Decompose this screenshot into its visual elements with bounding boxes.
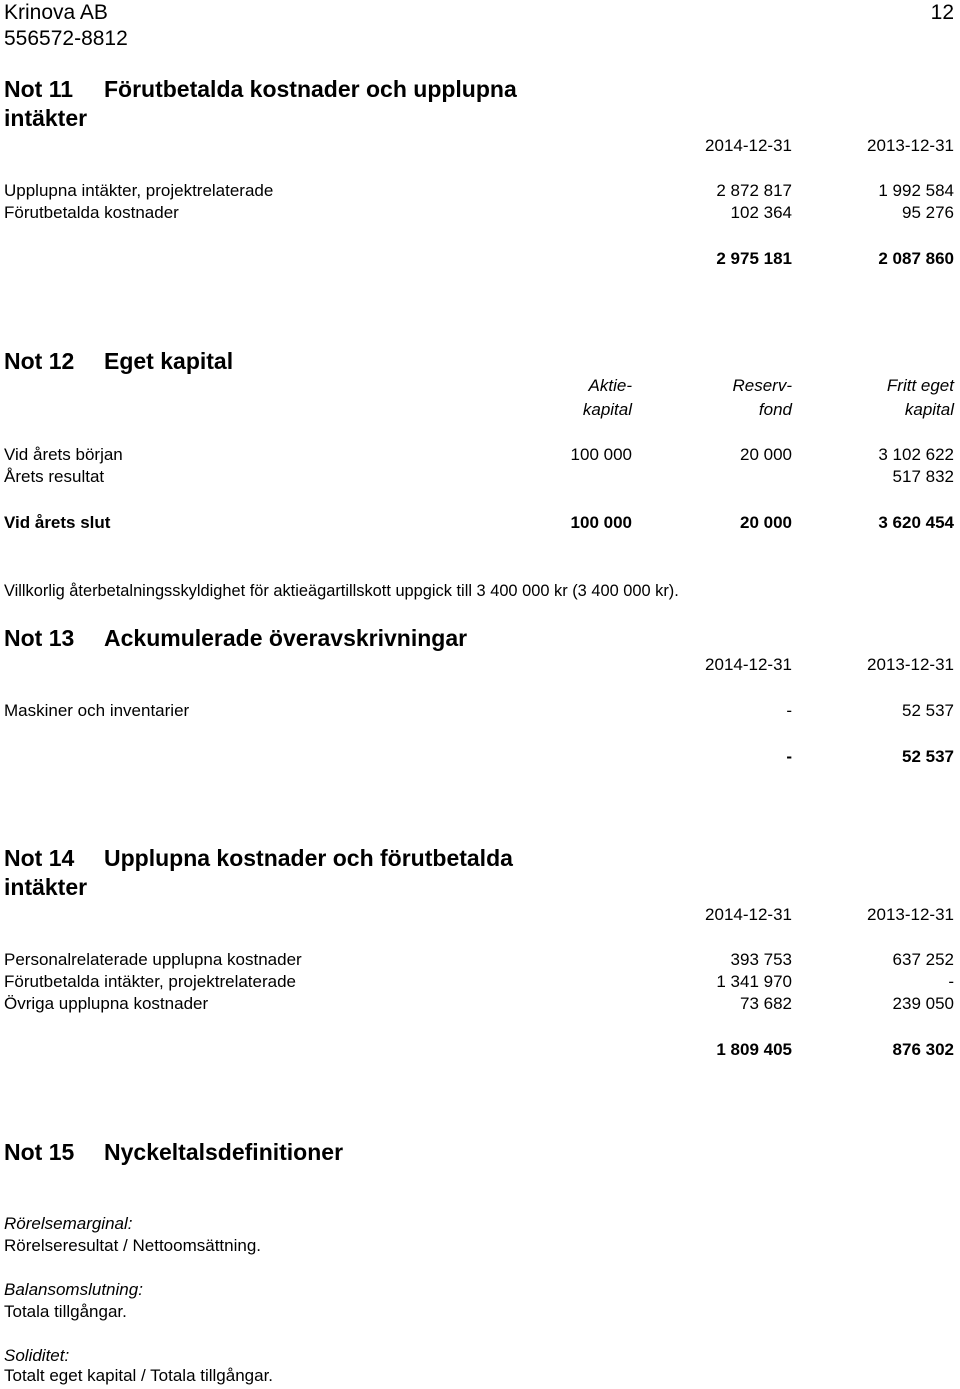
row-value-reservfond: 20 000	[740, 445, 792, 464]
col-header-fritt-eget-kapital-cont: kapital	[904, 400, 954, 419]
row-value-2013: 239 050	[892, 994, 954, 1013]
row-value-2014: 102 364	[730, 203, 792, 222]
col-header-fritt-eget-kapital: Fritt eget	[886, 376, 954, 395]
row-label: Personalrelaterade upplupna kostnader	[4, 950, 302, 969]
total-value-2014: -	[786, 747, 792, 766]
total-value-aktiekapital: 100 000	[570, 513, 632, 532]
row-label: Maskiner och inventarier	[4, 701, 190, 720]
company-name: Krinova AB	[4, 1, 108, 24]
note-title: Eget kapital	[104, 348, 234, 374]
col-header-2014: 2014-12-31	[705, 905, 792, 924]
row-value-2014: 393 753	[730, 950, 792, 969]
definition-text: Totalt eget kapital / Totala tillgångar.	[4, 1366, 274, 1385]
note-title: Nyckeltalsdefinitioner	[104, 1139, 344, 1165]
row-value-2013: 95 276	[902, 203, 954, 222]
row-value-fritt: 517 832	[892, 467, 954, 486]
row-label: Årets resultat	[4, 467, 105, 486]
total-label: Vid årets slut	[4, 513, 111, 532]
row-value-2014: 1 341 970	[716, 972, 792, 991]
definition-term: Balansomslutning:	[4, 1280, 143, 1299]
col-header-2014: 2014-12-31	[705, 136, 792, 155]
footnote: Villkorlig återbetalningsskyldighet för aktieägartillskott uppgick till 3 400 000 kr (3 400 000 kr).	[4, 582, 679, 600]
definition-term: Rörelsemarginal:	[4, 1214, 133, 1233]
total-value-2013: 52 537	[902, 747, 954, 766]
col-header-aktiekapital-cont: kapital	[582, 400, 632, 419]
org-number: 556572-8812	[4, 27, 128, 50]
definition-term: Soliditet:	[4, 1346, 70, 1365]
col-header-2013: 2013-12-31	[867, 136, 954, 155]
total-value-fritt: 3 620 454	[878, 513, 954, 532]
definition-text: Totala tillgångar.	[4, 1302, 127, 1321]
col-header-reservfond: Reserv-	[732, 376, 792, 395]
row-label: Förutbetalda intäkter, projektrelaterade	[4, 972, 297, 991]
row-value-fritt: 3 102 622	[878, 445, 954, 464]
total-value-2013: 2 087 860	[878, 249, 954, 268]
row-label: Övriga upplupna kostnader	[4, 994, 209, 1013]
row-value-2013: 637 252	[892, 950, 954, 969]
note-number: Not 15	[4, 1139, 75, 1165]
row-value-2013: 1 992 584	[878, 181, 954, 200]
row-label: Förutbetalda kostnader	[4, 203, 179, 222]
total-value-reservfond: 20 000	[740, 513, 792, 532]
col-header-2013: 2013-12-31	[867, 655, 954, 674]
col-header-2013: 2013-12-31	[867, 905, 954, 924]
note-title-cont: intäkter	[4, 105, 88, 131]
note-title: Upplupna kostnader och förutbetalda	[104, 845, 513, 871]
note-title-cont: intäkter	[4, 874, 88, 900]
definition-text: Rörelseresultat / Nettoomsättning.	[4, 1236, 262, 1255]
total-value-2013: 876 302	[892, 1040, 954, 1059]
note-number: Not 14	[4, 845, 75, 871]
row-value-2014: 2 872 817	[716, 181, 792, 200]
col-header-2014: 2014-12-31	[705, 655, 792, 674]
col-header-aktiekapital: Aktie-	[588, 376, 632, 395]
note-title: Ackumulerade överavskrivningar	[104, 625, 468, 651]
row-label: Vid årets början	[4, 445, 123, 464]
row-value-2013: 52 537	[902, 701, 954, 720]
row-value-2014: -	[786, 701, 792, 720]
page-number: 12	[930, 1, 954, 24]
total-value-2014: 1 809 405	[716, 1040, 792, 1059]
note-number: Not 12	[4, 348, 75, 374]
row-label: Upplupna intäkter, projektrelaterade	[4, 181, 274, 200]
note-title: Förutbetalda kostnader och upplupna	[104, 76, 517, 102]
note-number: Not 13	[4, 625, 75, 651]
row-value-2014: 73 682	[740, 994, 792, 1013]
col-header-reservfond-cont: fond	[758, 400, 792, 419]
row-value-aktiekapital: 100 000	[570, 445, 632, 464]
row-value-2013: -	[948, 972, 954, 991]
note-number: Not 11	[4, 76, 74, 102]
total-value-2014: 2 975 181	[716, 249, 792, 268]
